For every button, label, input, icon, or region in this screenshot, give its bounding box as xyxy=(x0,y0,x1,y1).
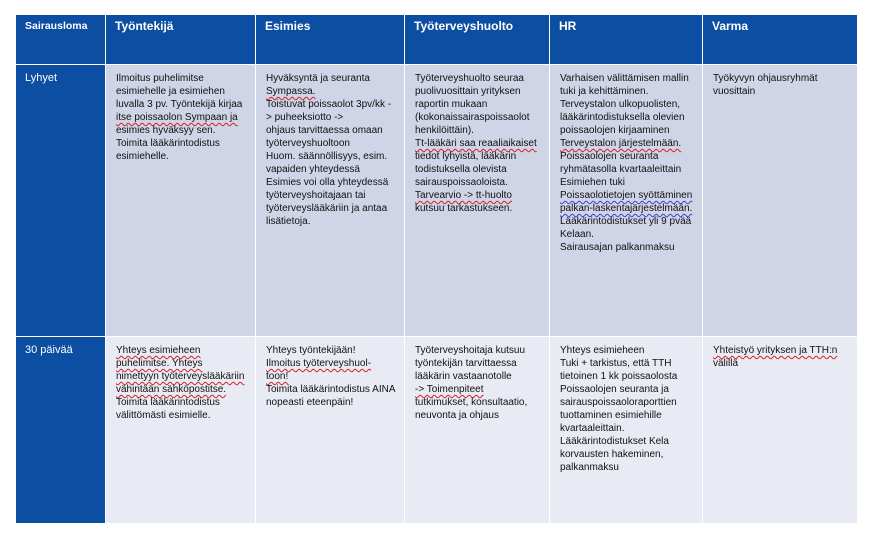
cell-line: tiedot lyhyistä, lääkärin xyxy=(415,151,517,162)
cell-line: kutsuu tarkastukseen. xyxy=(415,203,513,214)
header-varma: Varma xyxy=(703,15,858,65)
cell-line: Ilmoitus puhelimitse xyxy=(116,73,204,84)
cell-line: välittömästi esimielle. xyxy=(116,410,211,421)
cell-line: (kokonaissairaspoissaolot xyxy=(415,112,530,123)
cell-line: Esimiehen tuki xyxy=(560,177,626,188)
cell-line: Kelaan. xyxy=(560,229,594,240)
cell-line: nopeasti eteenpäin! xyxy=(266,397,354,408)
cell-30-tyoterveyshuolto xyxy=(405,337,550,524)
cell-line: Työterveyshuolto seuraa xyxy=(415,73,524,84)
cell-line: vähintään sähköpostitse. xyxy=(116,384,227,395)
header-row xyxy=(16,15,858,65)
cell-line: Poissaolojen seuranta xyxy=(560,151,659,162)
cell-line: Poissaolojen seuranta ja xyxy=(560,384,669,395)
cell-line: Tt-lääkäri saa reaaliaikaiset xyxy=(415,138,537,149)
cell-line: -> Toimenpiteet xyxy=(415,384,484,395)
cell-line: Lääkärintodistukset yli 9 pvää xyxy=(560,216,692,227)
cell-line: työterveyshuoltoon xyxy=(266,138,350,149)
cell-line: Poissaolotietojen syöttäminen xyxy=(560,190,693,201)
cell-line: Tuki + tarkistus, että TTH xyxy=(560,358,672,369)
cell-line: kvartaaleittain. xyxy=(560,423,625,434)
cell-line: neuvonta ja ohjaus xyxy=(415,410,499,421)
cell-line: Toimita lääkärintodistus xyxy=(116,138,220,149)
cell-line: itse poissaolon Sympaan ja xyxy=(116,112,238,123)
cell-line: henkilöittäin). xyxy=(415,125,474,136)
cell-lyhyet-tyontekija xyxy=(106,65,256,337)
cell-line: palkan-laskentajärjestelmään. xyxy=(560,203,693,214)
cell-line: > puheeksiotto -> xyxy=(266,112,344,123)
cell-line: tuottaminen esimiehille xyxy=(560,410,662,421)
header-sairausloma: Sairausloma xyxy=(16,15,106,65)
cell-line: Terveystalon ulkopuolisten, xyxy=(560,99,681,110)
cell-line: Huom. säännöllisyys, esim. xyxy=(266,151,388,162)
cell-line: korvausten hakeminen, xyxy=(560,449,664,460)
cell-line: vapaiden yhteydessä xyxy=(266,164,360,175)
row-label-30-paivaa: 30 päivää xyxy=(16,337,106,524)
cell-lyhyet-tyoterveyshuolto xyxy=(405,65,550,337)
header-tyontekija: Työntekijä xyxy=(106,15,256,65)
cell-line: Ilmoitus työterveyshuol- xyxy=(266,358,372,369)
cell-line: lääkärin vastaanotolle xyxy=(415,371,512,382)
cell-line: luvalla 3 pv. Työntekijä kirjaa xyxy=(116,99,243,110)
cell-line: todistuksella olevista xyxy=(415,164,507,175)
cell-line: tietoinen 1 kk poissaolosta xyxy=(560,371,678,382)
cell-line: lisätietoja. xyxy=(266,216,311,227)
cell-line: Yhteistyö yrityksen ja TTH:n xyxy=(713,345,838,356)
cell-line: sairauspoissaoloista. xyxy=(415,177,508,188)
cell-line: Toimita lääkärintodistus xyxy=(116,397,220,408)
cell-line: palkanmaksu xyxy=(560,462,619,473)
cell-line: lääkärintodistuksella olevien xyxy=(560,112,685,123)
cell-30-esimies xyxy=(256,337,405,524)
cell-line: esimies hyväksyy sen. xyxy=(116,125,216,136)
cell-line: työterveyslääkäriin ja antaa xyxy=(266,203,388,214)
cell-line: Hyväksyntä ja seuranta xyxy=(266,73,370,84)
cell-line: Varhaisen välittämisen mallin xyxy=(560,73,689,84)
header-esimies: Esimies xyxy=(256,15,405,65)
table-row-lyhyet xyxy=(16,65,858,337)
cell-line: Työkyvyn ohjausryhmät xyxy=(713,73,818,84)
cell-line: poissaolojen kirjaaminen xyxy=(560,125,670,136)
cell-line: tuki ja kehittäminen. xyxy=(560,86,649,97)
table-row-30-paivaa xyxy=(16,337,858,524)
cell-line: Työterveyshoitaja kutsuu xyxy=(415,345,526,356)
cell-line: Sairausajan palkanmaksu xyxy=(560,242,675,253)
cell-line: ohjaus tarvittaessa omaan xyxy=(266,125,383,136)
cell-line: Yhteys esimieheen xyxy=(116,345,201,356)
header-hr: HR xyxy=(550,15,703,65)
cell-line: puhelimitse. Yhteys xyxy=(116,358,203,369)
cell-line: esimiehelle. xyxy=(116,151,169,162)
cell-line: puolivuosittain yrityksen xyxy=(415,86,521,97)
cell-30-hr xyxy=(550,337,703,524)
cell-line: vuosittain xyxy=(713,86,756,97)
cell-line: tutkimukset, konsultaatio, xyxy=(415,397,528,408)
cell-line: esimiehelle ja esimiehen xyxy=(116,86,225,97)
cell-line: sairauspoissaoloraporttien xyxy=(560,397,677,408)
cell-lyhyet-hr xyxy=(550,65,703,337)
cell-30-varma xyxy=(703,337,858,524)
cell-line: Sympassa. xyxy=(266,86,316,97)
cell-line: välillä xyxy=(713,358,739,369)
cell-lyhyet-varma xyxy=(703,65,858,337)
cell-line: Lääkärintodistukset Kela xyxy=(560,436,669,447)
cell-line: Esimies voi olla yhteydessä xyxy=(266,177,389,188)
cell-line: Terveystalon järjestelmään. xyxy=(560,138,682,149)
cell-lyhyet-esimies xyxy=(256,65,405,337)
cell-line: työterveyshoitajaan tai xyxy=(266,190,366,201)
cell-line: Yhteys esimieheen xyxy=(560,345,645,356)
cell-line: raportin mukaan xyxy=(415,99,488,110)
cell-line: toon! xyxy=(266,371,289,382)
cell-line: Toimita lääkärintodistus AINA xyxy=(266,384,396,395)
header-tyoterveyshuolto: Työterveyshuolto xyxy=(405,15,550,65)
cell-line: ryhmätasolla kvartaaleittain xyxy=(560,164,682,175)
cell-line: nimettyyn työterveyslääkäriin xyxy=(116,371,245,382)
cell-line: Tarvearvio -> tt-huolto xyxy=(415,190,512,201)
cell-line: Toistuvat poissaolot 3pv/kk - xyxy=(266,99,392,110)
cell-30-tyontekija xyxy=(106,337,256,524)
sick-leave-table xyxy=(15,14,858,524)
cell-line: Yhteys työntekijään! xyxy=(266,345,356,356)
cell-line: työntekijän tarvittaessa xyxy=(415,358,517,369)
row-label-lyhyet: Lyhyet xyxy=(16,65,106,337)
